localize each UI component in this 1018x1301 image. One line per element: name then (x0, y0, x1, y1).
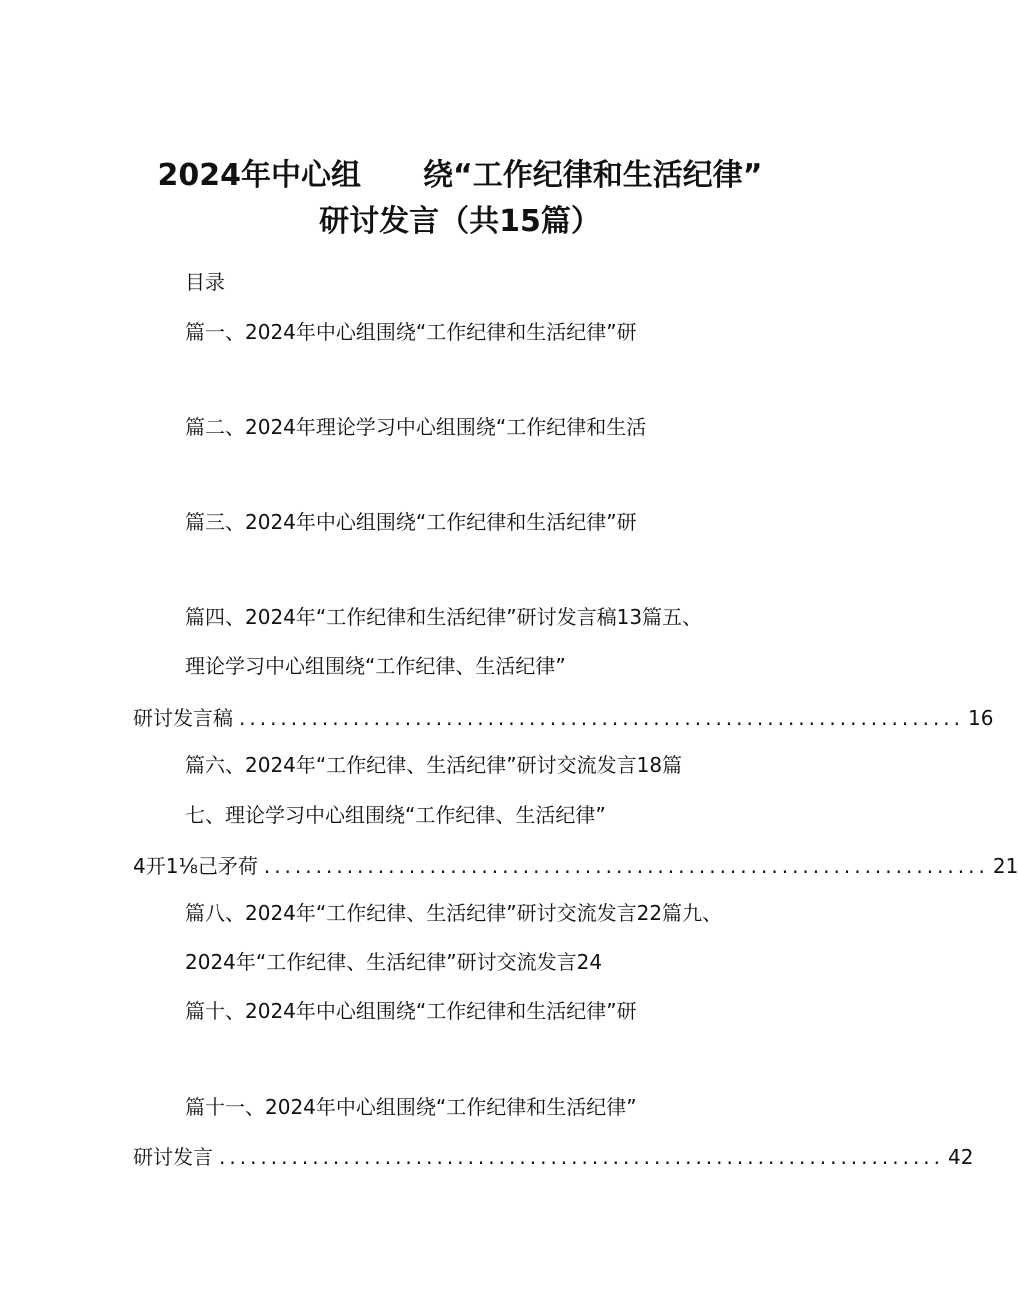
toc-entry-4: 篇四、2024年“工作纪律和生活纪律”研讨发言稿13篇五、 (185, 605, 703, 629)
dot-leader: ...................................................................... (239, 706, 965, 730)
toc-entry-9: 2024年“工作纪律、生活纪律”研讨交流发言24 (185, 950, 603, 974)
toc-page-number: 16 (968, 706, 994, 730)
toc-leader-row-2 (133, 850, 1018, 878)
toc-entry-2: 篇二、2024年理论学习中心组围绕“工作纪律和生活 (185, 415, 647, 439)
title-part-left: 2024年中心组 (157, 158, 362, 193)
toc-entry-5: 理论学习中心组围绕“工作纪律、生活纪律” (185, 654, 566, 678)
toc-entry-11: 篇十一、2024年中心组围绕“工作纪律和生活纪律” (185, 1095, 637, 1119)
toc-leader-row-1 (133, 702, 994, 730)
toc-entry-3: 篇三、2024年中心组围绕“工作纪律和生活纪律”研 (185, 510, 637, 534)
toc-entry-1: 篇一、2024年中心组围绕“工作纪律和生活纪律”研 (185, 320, 637, 344)
document-title-line-2: 研讨发言（共15篇） (319, 204, 601, 239)
toc-leader-text: 4开1⅛己矛荷 (133, 854, 258, 878)
title-part-right: 绕“工作纪律和生活纪律” (423, 158, 763, 193)
toc-entry-7: 七、理论学习中心组围绕“工作纪律、生活纪律” (185, 803, 606, 827)
dot-leader: ...................................................................... (263, 854, 989, 878)
toc-entry-10: 篇十、2024年中心组围绕“工作纪律和生活纪律”研 (185, 999, 637, 1023)
document-title-line-1 (0, 150, 920, 194)
toc-entry-6: 篇六、2024年“工作纪律、生活纪律”研讨交流发言18篇 (185, 753, 683, 777)
toc-page-number: 42 (948, 1145, 974, 1169)
toc-heading: 目录 (185, 270, 225, 294)
toc-leader-row-3 (133, 1141, 974, 1169)
toc-page-number: 21 (992, 854, 1018, 878)
toc-leader-text: 研讨发言稿 (133, 706, 233, 730)
toc-leader-text: 研讨发言 (133, 1145, 213, 1169)
dot-leader: ...................................................................... (219, 1145, 945, 1169)
toc-entry-8: 篇八、2024年“工作纪律、生活纪律”研讨交流发言22篇九、 (185, 901, 723, 925)
